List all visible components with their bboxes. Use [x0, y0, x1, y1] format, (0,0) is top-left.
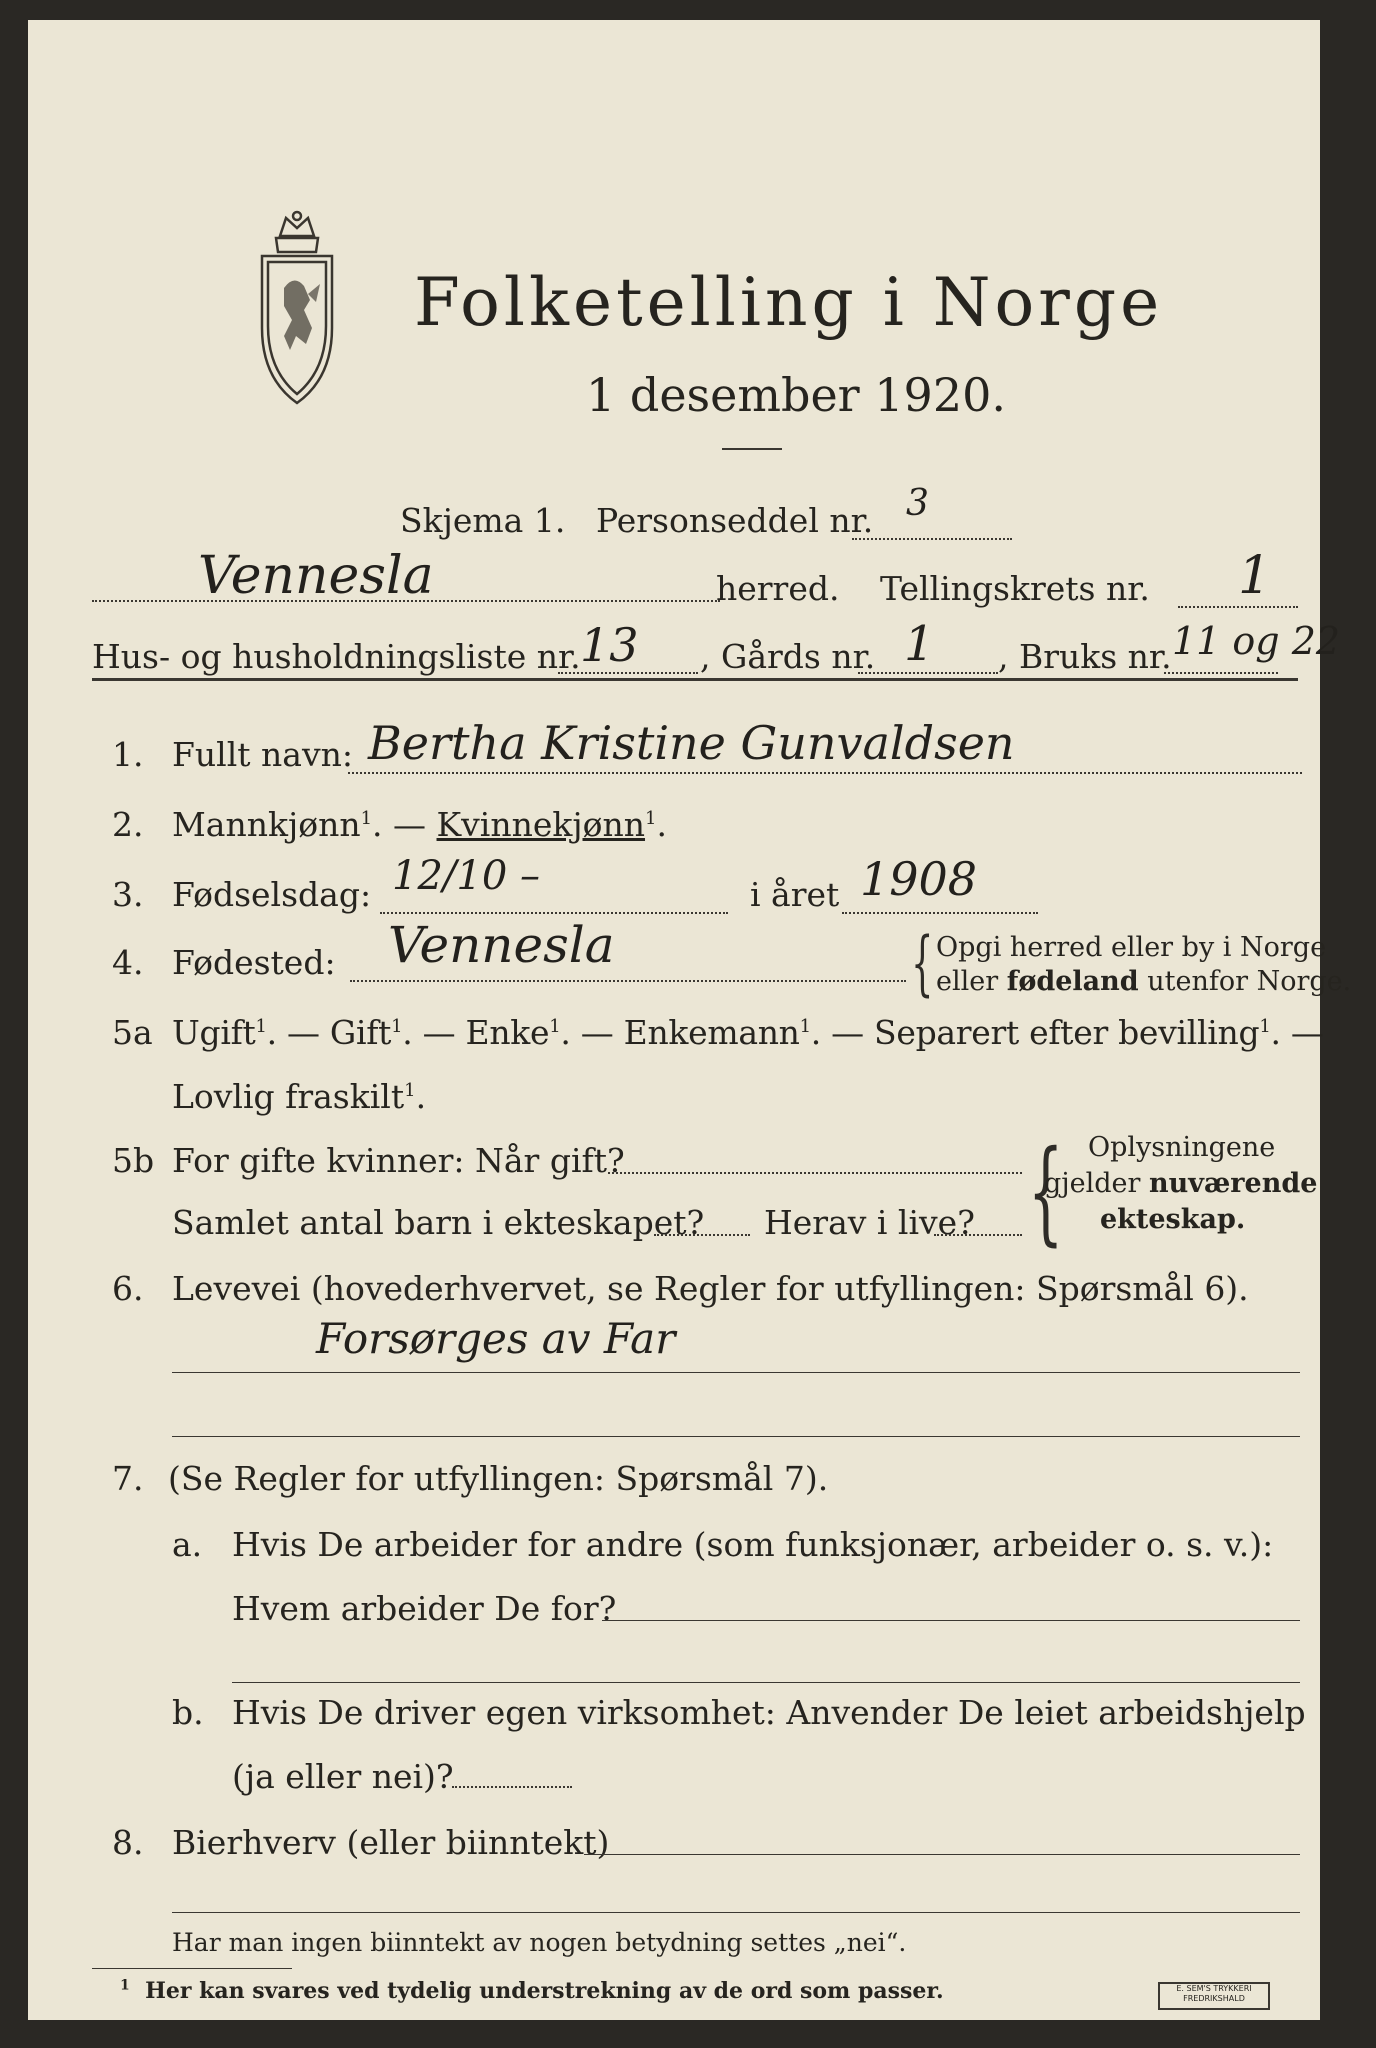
q7a-hvem-line	[602, 1620, 1300, 1621]
q5b-number: 5b	[112, 1141, 155, 1180]
q5a-fraskilt: Lovlig fraskilt$^1$.	[172, 1077, 427, 1116]
q6-line2	[172, 1436, 1300, 1437]
skjema-label: Skjema 1.	[400, 501, 566, 540]
q5b-label: For gifte kvinner: Når gift?	[172, 1141, 625, 1180]
q5b-live-label: Herav i live?	[764, 1203, 975, 1242]
tellingskrets-line	[1178, 606, 1298, 608]
q3-value: 12/10 –	[392, 853, 540, 899]
q7b-label: Hvis De driver egen virksomhet: Anvender De leiet arbeidshjelp	[232, 1693, 1306, 1732]
q6-number: 6.	[112, 1269, 144, 1308]
form-title: Folketelling i Norge	[414, 264, 1164, 341]
q6-line1	[172, 1372, 1300, 1373]
q7a-hvem-label: Hvem arbeider De for?	[232, 1589, 617, 1628]
q4-number: 4.	[112, 943, 144, 982]
q4-label: Fødested:	[172, 943, 336, 982]
bruks-value: 11 og 22	[1172, 619, 1341, 663]
printer-stamp: E. SEM'S TRYKKERI FREDRIKSHALD	[1158, 1982, 1270, 2010]
q2-number: 2.	[112, 805, 144, 844]
q2-separator: . —	[372, 805, 427, 844]
title-divider	[722, 448, 782, 450]
q4-note-line1: Opgi herred eller by i Norge	[936, 932, 1327, 963]
header-divider	[92, 678, 1298, 681]
q5a-number: 5a	[112, 1013, 153, 1052]
hus-line	[558, 672, 698, 674]
q4-brace: {	[911, 922, 934, 1004]
q1-value: Bertha Kristine Gunvaldsen	[368, 716, 1015, 770]
q6-label: Levevei (hovederhvervet, se Regler for utfyllingen: Spørsmål 6).	[172, 1269, 1249, 1308]
q2-male: Mannkjønn	[172, 805, 361, 844]
q5a-options: Ugift$^1$. — Gift$^1$. — Enke$^1$. — Enkemann$^1$. — Separert efter bevilling$^1$. —	[172, 1013, 1324, 1052]
hus-value: 13	[580, 618, 639, 672]
q7-label: (Se Regler for utfyllingen: Spørsmål 7).	[168, 1459, 829, 1498]
q5b-live-line	[934, 1234, 1022, 1236]
herred-label: herred.	[716, 569, 840, 608]
q3-number: 3.	[112, 875, 144, 914]
coat-of-arms-icon	[250, 208, 344, 408]
q1-label: Fullt navn:	[172, 735, 353, 774]
q8-label: Bierhverv (eller biinntekt)	[172, 1823, 610, 1862]
footnote: $^1$ Her kan svares ved tydelig understrekning av de ord som passer.	[120, 1977, 944, 2004]
q5b-note-line2: gjelder nuværende	[1044, 1168, 1318, 1199]
gards-label: , Gårds nr.	[700, 637, 876, 676]
hus-label: Hus- og husholdningsliste nr.	[92, 637, 581, 676]
census-date: 1 desember 1920.	[586, 368, 1006, 422]
q5b-brace: {	[1027, 1127, 1064, 1257]
bruks-line	[1164, 672, 1278, 674]
q1-line	[348, 772, 1302, 774]
tellingskrets-value: 1	[1238, 546, 1272, 606]
q7b-letter: b.	[172, 1693, 204, 1732]
personseddel-value: 3	[906, 483, 929, 524]
q4-value: Vennesla	[388, 916, 615, 974]
footnote-ref: 1	[360, 808, 373, 829]
q2-female: Kvinnekjønn	[436, 805, 646, 844]
q7-number: 7.	[112, 1459, 144, 1498]
q3-day-line	[380, 912, 728, 914]
q6-value: Forsørges av Far	[316, 1314, 676, 1363]
bruks-label: , Bruks nr.	[998, 637, 1172, 676]
q1-number: 1.	[112, 735, 144, 774]
q3-label: Fødselsdag:	[172, 875, 372, 914]
footnote-divider	[92, 1968, 292, 1969]
personseddel-line	[852, 538, 1012, 540]
q8-line2	[172, 1912, 1300, 1913]
census-form	[28, 20, 1352, 2020]
q7b-ja-label: (ja eller nei)?	[232, 1757, 454, 1796]
herred-value: Vennesla	[198, 546, 434, 606]
q5b-note-line3: ekteskap.	[1100, 1204, 1246, 1235]
personseddel-label: Personseddel nr.	[596, 501, 874, 540]
q3-year-label: i året	[750, 875, 840, 914]
q5b-barn-label: Samlet antal barn i ekteskapet?	[172, 1203, 705, 1242]
q7a-letter: a.	[172, 1525, 203, 1564]
q7a-label: Hvis De arbeider for andre (som funksjonær, arbeider o. s. v.):	[232, 1525, 1274, 1564]
footnote-ref: 1	[645, 808, 657, 829]
q4-note-line2: eller fødeland utenfor Norge.	[936, 966, 1352, 997]
q4-line	[350, 980, 906, 982]
q3-year-value: 1908	[860, 852, 978, 906]
q7b-ja-line	[452, 1786, 572, 1788]
tellingskrets-label: Tellingskrets nr.	[880, 569, 1150, 608]
q5b-when-line	[608, 1172, 1022, 1174]
q2-options: Mannkjønn$^1$. — Kvinnekjønn$^1$.	[172, 805, 667, 844]
gards-value: 1	[904, 616, 935, 672]
q7a-line2	[232, 1682, 1300, 1683]
footer-note: Har man ingen biinntekt av nogen betydning settes „nei“.	[172, 1928, 907, 1957]
q8-number: 8.	[112, 1823, 144, 1862]
gards-line	[858, 672, 998, 674]
q3-year-line	[842, 912, 1038, 914]
q5b-note-line1: Oplysningene	[1088, 1132, 1276, 1163]
q5b-barn-line	[654, 1234, 750, 1236]
q8-line1	[584, 1854, 1300, 1855]
